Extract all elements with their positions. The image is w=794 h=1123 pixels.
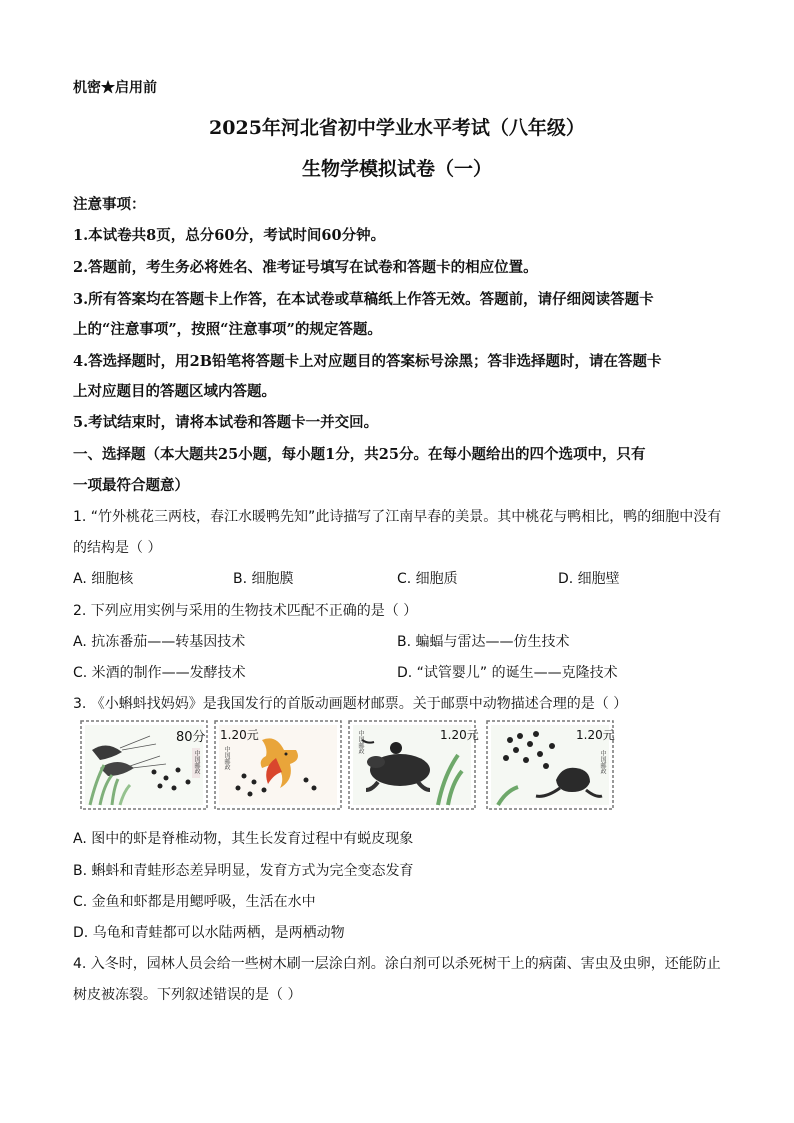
- stamp-goldfish: [214, 720, 342, 810]
- q3-option-b: B. 蝌蚪和青蛙形态差异明显，发育方式为完全变态发育: [73, 863, 414, 879]
- section-heading-cont: 一项最符合题意）: [73, 477, 189, 494]
- question-4-stem-cont: 树皮被冻裂。下列叙述错误的是（ ）: [73, 987, 302, 1003]
- exam-title: 2025年河北省初中学业水平考试（八年级）: [209, 117, 585, 139]
- question-1-stem: 1. “竹外桃花三两枝，春江水暖鸭先知”此诗描写了江南早春的美景。其中桃花与鸭相比，鸭的细胞中没有: [73, 509, 722, 525]
- section-heading: 一、选择题（本大题共25小题，每小题1分，共25分。在每小题给出的四个选项中，只有: [73, 446, 646, 463]
- stamp-2-country: 中国邮政: [223, 746, 230, 770]
- stamp-1-country: 中国邮政: [193, 750, 200, 774]
- stamp-4-country: 中国邮政: [599, 750, 606, 774]
- note-item-3: 3.所有答案均在答题卡上作答，在本试卷或草稿纸上作答无效。答题前，请仔细阅读答题卡: [73, 291, 654, 308]
- q1-option-a: A. 细胞核: [73, 571, 134, 587]
- q1-option-b: B. 细胞膜: [233, 571, 294, 587]
- note-item-2: 2.答题前，考生务必将姓名、准考证号填写在试卷和答题卡的相应位置。: [73, 259, 538, 276]
- note-item-1: 1.本试卷共8页，总分60分，考试时间60分钟。: [73, 227, 386, 244]
- question-1-stem-cont: 的结构是（ ）: [73, 540, 162, 556]
- question-3-stem: 3. 《小蝌蚪找妈妈》是我国发行的首版动画题材邮票。关于邮票中动物描述合理的是（ ）: [73, 696, 628, 712]
- stamp-turtle: [348, 720, 479, 810]
- note-item-5: 5.考试结束时，请将本试卷和答题卡一并交回。: [73, 414, 379, 431]
- stamp-frog: [486, 720, 614, 810]
- notes-heading: 注意事项：: [73, 196, 146, 213]
- confidential-label: 机密★启用前: [73, 80, 157, 96]
- q2-option-d: D. “试管婴儿” 的诞生——克隆技术: [397, 665, 618, 681]
- stamp-shrimp: [80, 720, 208, 810]
- stamp-illustration: [80, 720, 620, 812]
- q3-option-d: D. 乌龟和青蛙都可以水陆两栖，是两栖动物: [73, 925, 345, 941]
- q2-option-c: C. 米酒的制作——发酵技术: [73, 665, 246, 681]
- q3-option-a: A. 图中的虾是脊椎动物，其生长发育过程中有蜕皮现象: [73, 831, 414, 847]
- stamp-3-country: 中国邮政: [357, 730, 364, 754]
- stamp-3-value: 1.20元: [440, 728, 479, 742]
- q2-option-a: A. 抗冻番茄——转基因技术: [73, 634, 246, 650]
- exam-subtitle: 生物学模拟试卷（一）: [301, 158, 492, 180]
- q1-option-c: C. 细胞质: [397, 571, 458, 587]
- question-2-stem: 2. 下列应用实例与采用的生物技术匹配不正确的是（ ）: [73, 603, 418, 619]
- q1-option-d: D. 细胞壁: [558, 571, 620, 587]
- note-item-4-cont: 上对应题目的答题区域内答题。: [73, 383, 276, 400]
- stamp-2-value: 1.20元: [220, 728, 259, 742]
- q2-option-b: B. 蝙蝠与雷达——仿生技术: [397, 634, 570, 650]
- question-4-stem: 4. 入冬时，园林人员会给一些树木刷一层涂白剂。涂白剂可以杀死树干上的病菌、害虫及虫卵，还能防止: [73, 956, 721, 972]
- q3-option-c: C. 金鱼和虾都是用鳃呼吸，生活在水中: [73, 894, 316, 910]
- stamp-1-value: 80分: [176, 730, 206, 745]
- stamp-4-value: 1.20元: [576, 728, 615, 742]
- note-item-4: 4.答选择题时，用2B铅笔将答题卡上对应题目的答案标号涂黑；答非选择题时，请在答题卡: [73, 353, 662, 370]
- note-item-3-cont: 上的“注意事项”，按照“注意事项”的规定答题。: [73, 321, 382, 338]
